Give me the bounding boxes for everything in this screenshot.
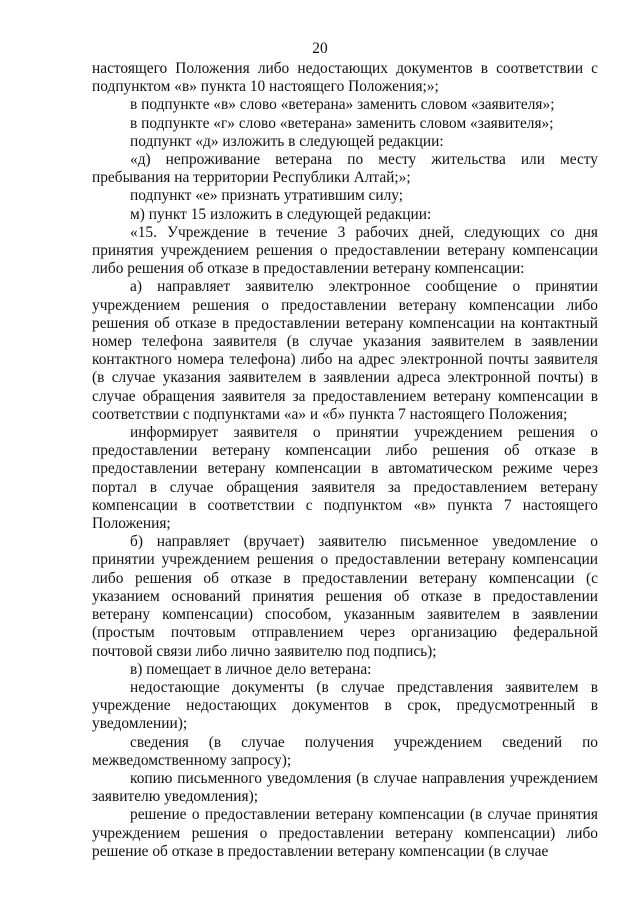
page-number: 20: [312, 40, 328, 57]
paragraph: решение о предоставлении ветерану компенсации (в случае принятия учреждением решения о предоставлении ветерану компенсации) либо решение об отказе в предоставлении ветерану компенсации (в случае: [92, 806, 598, 860]
paragraph: в подпункте «г» слово «ветерана» заменить словом «заявителя»;: [130, 114, 554, 132]
paragraph: информирует заявителя о принятии учреждением решения о предоставлении ветерану компенсации либо решения об отказе в предоставлении ветерану компенсации в автоматическом режиме через портал в случае обращения заявителя за предоставлением ветерану компенсации в соответствии с подпунктом «в» пункта 7 настоящего Положения;: [92, 424, 598, 533]
paragraph: копию письменного уведомления (в случае направления учреждением заявителю уведомления);: [92, 769, 598, 806]
paragraph: а) направляет заявителю электронное сообщение о принятии учреждением решения о предоставлении ветерану компенсации либо решения об отказе в предоставлении ветерану компенсации на контактный номер телефона заявителя (в случае указания заявителем в заявлении контактного номера телефона) либо на адрес электронной почты заявителя (в случае указания заявителем в заявлении адреса электронной почты) в случае обращения заявителя за предоставлением ветерану компенсации в соответствии с подпунктами «а» и «б» пункта 7 настоящего Положения;: [92, 278, 598, 423]
paragraph: в подпункте «в» слово «ветерана» заменить словом «заявителя»;: [130, 96, 555, 114]
paragraph: м) пункт 15 изложить в следующей редакции:: [130, 205, 432, 223]
paragraph: «д) непроживание ветерана по месту жительства или месту пребывания на территории Республики Алтай;»;: [92, 151, 598, 187]
paragraph: настоящего Положения либо недостающих документов в соответствии с подпунктом «в» пункта 10 настоящего Положения;»;: [92, 60, 598, 96]
paragraph: сведения (в случае получения учреждением сведений по межведомственному запросу);: [92, 733, 598, 769]
paragraph: «15. Учреждение в течение 3 рабочих дней, следующих со дня принятия учреждением решения о предоставлении ветерану компенсации либо решения об отказе в предоставлении ветерану компенсации:: [92, 223, 598, 278]
paragraph: недостающие документы (в случае представления заявителем в учреждение недостающих документов в срок, предусмотренный в уведомлении);: [92, 678, 598, 733]
paragraph: б) направляет (вручает) заявителю письменное уведомление о принятии учреждением решения о предоставлении ветерану компенсации либо решения об отказе в предоставлении ветерану компенсации (с указанием оснований принятия решения об отказе в предоставлении ветерану компенсации) способом, указанным заявителем в заявлении (простым почтовым отправлением через организацию федеральной почтовой связи либо лично заявителю под подпись);: [92, 533, 598, 660]
paragraph: подпункт «е» признать утратившим силу;: [130, 187, 404, 205]
document-body: [92, 60, 598, 861]
paragraph: в) помещает в личное дело ветерана:: [130, 660, 372, 678]
paragraph: подпункт «д» изложить в следующей редакции:: [130, 132, 444, 150]
